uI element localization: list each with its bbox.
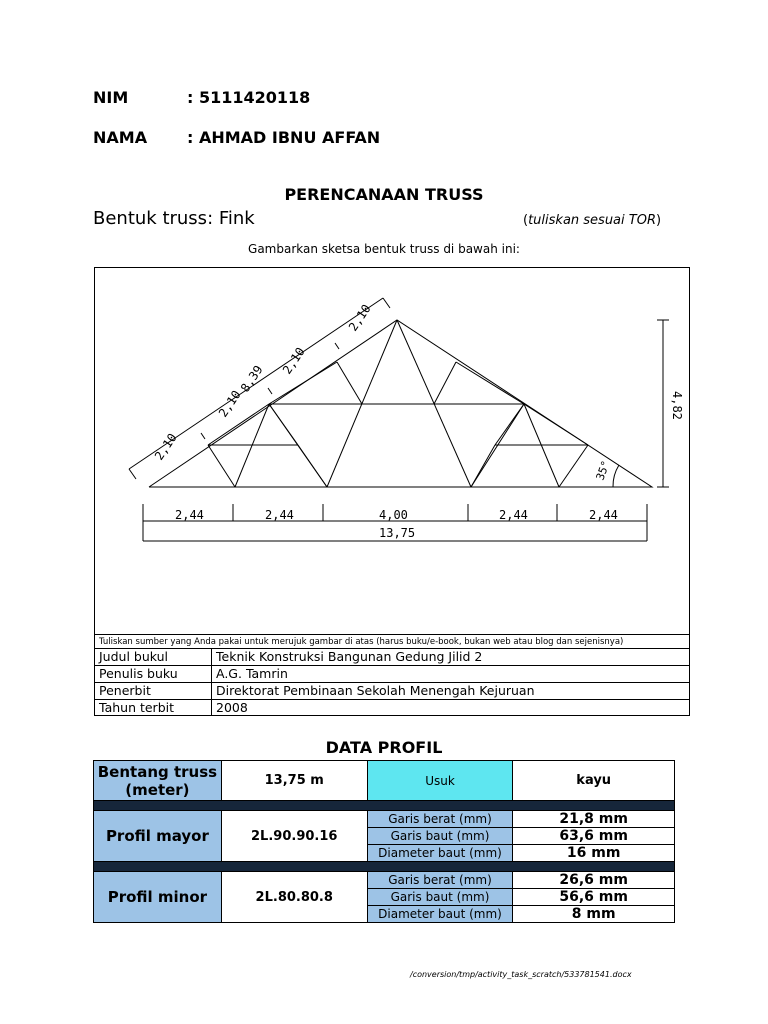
sketch-instruction: Gambarkan sketsa bentuk truss di bawah ini: — [248, 242, 520, 256]
source-value: A.G. Tamrin — [212, 666, 690, 683]
bentang-value: 13,75 m — [221, 761, 367, 801]
bottom-seg-3: 4,00 — [379, 508, 408, 522]
source-row — [95, 683, 689, 700]
truss-sketch — [95, 268, 689, 634]
minor-row-label: Garis baut (mm) — [367, 889, 513, 906]
top-chord-seg-4: 2,10 — [345, 301, 374, 334]
nim-label: NIM — [93, 88, 129, 107]
tor-close: ) — [655, 213, 662, 228]
mayor-row-value: 63,6 mm — [513, 828, 675, 845]
nim-value: : 5111420118 — [187, 88, 311, 107]
minor-row-value: 26,6 mm — [513, 872, 675, 889]
separator-bar — [94, 862, 675, 872]
minor-row-value: 8 mm — [513, 906, 675, 923]
source-label: Tahun terbit — [95, 700, 212, 717]
source-row — [95, 666, 689, 683]
span-total: 13,75 — [379, 526, 416, 540]
top-chord-total: 8,39 — [237, 362, 266, 395]
bottom-seg-1: 2,44 — [175, 508, 204, 522]
height-label: 4,82 — [670, 391, 684, 420]
mayor-row-label: Garis berat (mm) — [367, 811, 513, 828]
source-label: Penerbit — [95, 683, 212, 700]
sketch-box — [94, 267, 690, 716]
bottom-seg-4: 2,44 — [499, 508, 528, 522]
profil-minor-label: Profil minor — [94, 872, 222, 923]
source-value: Direktorat Pembinaan Sekolah Menengah Kejuruan — [212, 683, 690, 700]
source-value: Teknik Konstruksi Bangunan Gedung Jilid 2 — [212, 649, 690, 666]
nama-value: : AHMAD IBNU AFFAN — [187, 128, 381, 147]
profil-mayor-label: Profil mayor — [94, 811, 222, 862]
source-row — [95, 649, 689, 666]
angle-label: 35° — [593, 458, 613, 483]
minor-row-label: Garis berat (mm) — [367, 872, 513, 889]
minor-row-label: Diameter baut (mm) — [367, 906, 513, 923]
profil-mayor-profile: 2L.90.90.16 — [221, 811, 367, 862]
source-label: Penulis buku — [95, 666, 212, 683]
minor-row-value: 56,6 mm — [513, 889, 675, 906]
tor-text: tuliskan sesuai TOR — [528, 213, 656, 228]
top-chord-seg-1: 2,10 — [151, 430, 180, 463]
bentuk-truss: Bentuk truss: Fink — [93, 208, 255, 229]
mayor-row-value: 16 mm — [513, 845, 675, 862]
top-chord-seg-2: 2,10 — [215, 387, 244, 420]
data-profil-title: DATA PROFIL — [325, 738, 443, 757]
tor-note — [523, 213, 661, 228]
mayor-row-label: Diameter baut (mm) — [367, 845, 513, 862]
profil-table — [93, 760, 675, 923]
mayor-row-label: Garis baut (mm) — [367, 828, 513, 845]
footer-path: /conversion/tmp/activity_task_scratch/533781541.docx — [410, 970, 632, 979]
source-table — [95, 648, 689, 716]
bottom-seg-2: 2,44 — [265, 508, 294, 522]
usuk-label: Usuk — [367, 761, 513, 801]
source-label: Judul bukul — [95, 649, 212, 666]
mayor-row-value: 21,8 mm — [513, 811, 675, 828]
bentang-label: Bentang truss (meter) — [94, 761, 222, 801]
source-row — [95, 700, 689, 717]
usuk-value: kayu — [513, 761, 675, 801]
tor-open: ( — [523, 213, 529, 228]
doc-title: PERENCANAAN TRUSS — [284, 185, 484, 204]
source-note: Tuliskan sumber yang Anda pakai untuk merujuk gambar di atas (harus buku/e-book, bukan web atau blog dan sejenisnya) — [95, 634, 689, 648]
profil-minor-profile: 2L.80.80.8 — [221, 872, 367, 923]
source-value: 2008 — [212, 700, 690, 717]
top-chord-seg-3: 2,10 — [279, 344, 308, 377]
bottom-seg-5: 2,44 — [589, 508, 618, 522]
separator-bar — [94, 801, 675, 811]
nama-label: NAMA — [93, 128, 148, 147]
